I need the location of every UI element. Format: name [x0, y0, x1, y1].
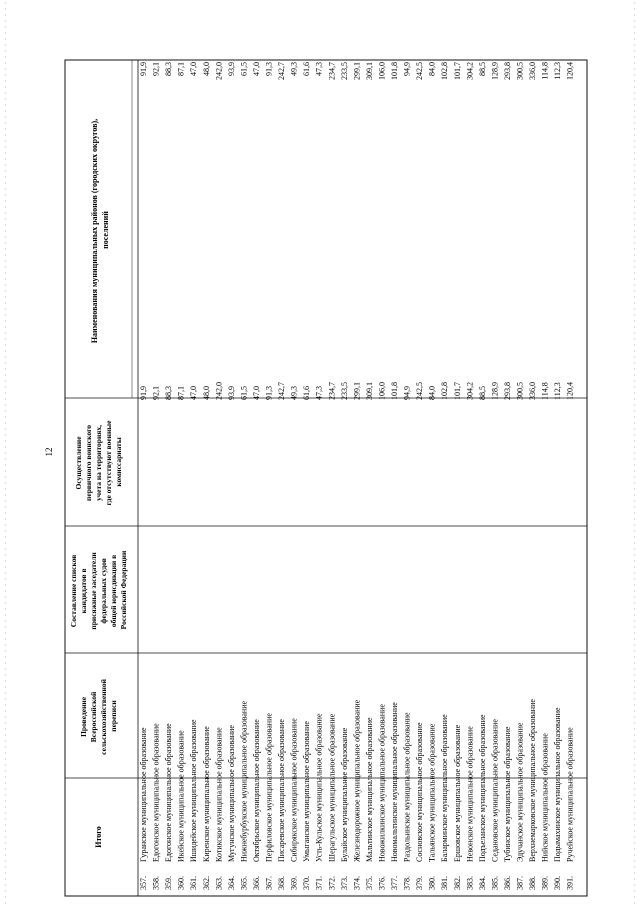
table-row	[177, 62, 186, 890]
table-row	[390, 62, 399, 890]
table-row	[553, 62, 562, 890]
row-value-total: 336,0	[528, 62, 538, 80]
row-name: Сосновское муниципальное образование	[415, 722, 425, 862]
row-name: Едогонское муниципальное образование	[151, 723, 161, 862]
row-value-military: 87,1	[176, 386, 186, 400]
row-value-military: 299,1	[352, 382, 362, 400]
row-name: Подымахинское муниципальное образование	[553, 707, 563, 862]
table-row	[440, 62, 449, 890]
row-value-military: 101,7	[452, 382, 462, 400]
row-name: Тубинское муниципальное образование	[502, 726, 512, 862]
row-name: Железнодорожное муниципальное образование	[352, 699, 362, 862]
row-value-total: 47,3	[314, 62, 324, 76]
page-number: 12	[44, 447, 54, 457]
row-number: 389.	[540, 876, 550, 890]
row-value-total: 299,1	[352, 62, 362, 80]
table-row	[239, 62, 248, 890]
row-value-total: 88,3	[164, 62, 174, 76]
row-value-total: 128,9	[490, 62, 500, 80]
row-value-total: 106,0	[377, 62, 387, 80]
row-value-military: 91,9	[139, 386, 148, 400]
table-row	[214, 62, 223, 890]
table-row	[227, 62, 236, 890]
row-number: 372.	[327, 876, 337, 890]
table-row	[365, 62, 374, 890]
table-row	[277, 62, 286, 890]
row-value-military: 112,3	[553, 382, 563, 400]
row-name: Сибирякское муниципальное образование	[289, 718, 299, 862]
row-value-total: 84,0	[427, 62, 437, 76]
row-value-total: 87,1	[176, 62, 186, 76]
row-name: Умыганское муниципальное образование	[302, 721, 312, 862]
row-name: Киренское муниципальное образование	[201, 726, 211, 862]
row-name: Новожилкинское муниципальное образование	[377, 704, 387, 862]
row-value-total: 300,5	[515, 62, 525, 80]
table-row	[327, 62, 336, 890]
row-value-military: 242,5	[415, 382, 425, 400]
row-number: 371.	[314, 876, 324, 890]
row-name: Котикское муниципальное образование	[214, 727, 224, 862]
row-number: 374.	[352, 876, 362, 890]
row-value-military: 92,1	[151, 386, 161, 400]
row-value-military: 242,7	[277, 382, 287, 400]
row-name: Гуранское муниципальное образование	[139, 727, 148, 862]
header-name: Наименования муниципальных районов (городских округов), поселений	[90, 118, 110, 344]
row-name: Ишидейское муниципальное образование	[189, 719, 199, 862]
row-number: 363.	[214, 876, 224, 890]
row-value-total: 49,3	[289, 62, 299, 76]
table-header	[69, 117, 128, 848]
row-name: Едогонское муниципальное образование	[164, 723, 174, 862]
row-value-military: 101,8	[390, 382, 399, 400]
table-row	[340, 62, 349, 890]
row-number: 376.	[377, 876, 387, 890]
row-number: 385.	[490, 876, 500, 890]
row-value-military: 114,8	[540, 382, 550, 400]
table-row	[315, 62, 324, 890]
row-value-military: 61,6	[302, 386, 312, 400]
row-value-military: 47,3	[314, 386, 324, 400]
row-number: 364.	[226, 876, 236, 890]
row-value-military: 84,0	[427, 386, 437, 400]
row-number: 370.	[302, 876, 312, 890]
row-number: 373.	[339, 876, 349, 890]
row-name: Писаревское муниципальное образование	[277, 719, 287, 862]
row-value-military: 93,9	[226, 386, 236, 400]
row-name: Ершовское муниципальное образование	[452, 724, 462, 862]
row-value-total: 102,8	[440, 62, 450, 80]
header-col4: Итого	[94, 826, 103, 848]
row-value-total: 120,4	[565, 62, 575, 80]
row-number: 378.	[402, 876, 412, 890]
row-number: 368.	[277, 876, 287, 890]
row-value-military: 61,5	[239, 386, 249, 400]
row-number: 387.	[515, 876, 525, 890]
row-number: 375.	[364, 876, 374, 890]
table-row	[428, 62, 437, 890]
table-row	[290, 62, 299, 890]
table-row	[516, 62, 525, 890]
row-number: 357.	[139, 876, 148, 890]
table-row	[202, 62, 211, 890]
row-value-total: 242,7	[277, 62, 287, 80]
row-value-total: 91,3	[264, 62, 274, 76]
row-value-total: 233,5	[339, 62, 349, 80]
row-name: Икейское муниципальное образование	[176, 730, 186, 862]
row-value-total: 101,7	[452, 62, 462, 80]
row-name: Эдучанское муниципальное образование	[515, 722, 525, 862]
table-row	[377, 62, 386, 890]
row-name: Подъеланское муниципальное образование	[477, 714, 487, 862]
row-name: Нижнебурбукское муниципальное образование	[239, 700, 249, 862]
scan-margin-left	[4, 0, 7, 905]
row-value-total: 94,9	[402, 62, 412, 76]
scan-margin-right	[633, 0, 636, 905]
row-name: Шерагульское муниципальное образование	[327, 713, 337, 862]
row-number: 360.	[176, 876, 186, 890]
row-name: Раздольинское муниципальное образование	[402, 712, 412, 862]
row-value-military: 300,5	[515, 382, 525, 400]
table-row	[503, 62, 512, 890]
table-row	[566, 62, 575, 890]
row-value-total: 91,9	[139, 62, 148, 76]
row-value-military: 49,3	[289, 386, 299, 400]
row-name: Невонское муниципальное образование	[465, 726, 475, 862]
header-col3: Проведение Всероссийской сельскохозяйственной переписи	[79, 679, 118, 755]
table-row	[465, 62, 474, 890]
row-value-total: 101,8	[390, 62, 399, 80]
row-number: 359.	[164, 876, 174, 890]
row-value-military: 106,0	[377, 382, 387, 400]
row-name: Мугунское муниципальное образование	[226, 725, 236, 862]
row-value-total: 112,3	[553, 62, 563, 80]
row-name: Перфиловское муниципальное образование	[264, 713, 274, 862]
table-row	[302, 62, 311, 890]
row-value-total: 293,8	[502, 62, 512, 80]
row-name: Седановское муниципальное образование	[490, 719, 500, 862]
table-row	[139, 62, 148, 890]
row-name: Тальянское муниципальное образование	[427, 723, 437, 862]
row-value-military: 233,5	[339, 382, 349, 400]
row-name: Усть-Кульское муниципальное образование	[314, 713, 324, 862]
row-number: 383.	[465, 876, 475, 890]
row-number: 366.	[251, 876, 261, 890]
row-name: Булайское муниципальное образование	[339, 727, 349, 862]
row-value-total: 234,7	[327, 62, 337, 80]
row-name: Баларминское муниципальное образование	[440, 714, 450, 862]
row-value-military: 88,5	[477, 386, 487, 400]
table-row	[164, 62, 173, 890]
row-number: 380.	[427, 876, 437, 890]
row-name: Октябрьское муниципальное образование	[251, 719, 261, 862]
row-value-military: 304,2	[465, 382, 475, 400]
row-name: Мальтинское муниципальное образование	[364, 717, 374, 862]
row-number: 365.	[239, 876, 249, 890]
row-value-total: 242,0	[214, 62, 224, 80]
row-value-military: 242,0	[214, 382, 224, 400]
table-row	[252, 62, 261, 890]
row-value-total: 92,1	[151, 62, 161, 76]
row-value-total: 114,8	[540, 62, 550, 80]
row-number: 379.	[415, 876, 425, 890]
row-value-military: 48,0	[201, 386, 211, 400]
row-value-total: 48,0	[201, 62, 211, 76]
table-row	[541, 62, 550, 890]
table-row	[415, 62, 424, 890]
table-row	[403, 62, 412, 890]
row-value-military: 47,0	[251, 386, 261, 400]
row-name: Верхнемарковское муниципальное образование	[528, 699, 538, 862]
row-value-total: 47,0	[189, 62, 199, 76]
row-number: 361.	[189, 876, 199, 890]
row-value-military: 234,7	[327, 382, 337, 400]
row-value-total: 47,0	[251, 62, 261, 76]
row-value-military: 102,8	[440, 382, 450, 400]
row-number: 358.	[151, 876, 161, 890]
row-number: 391.	[565, 876, 575, 890]
row-value-total: 61,5	[239, 62, 249, 76]
row-value-military: 128,9	[490, 382, 500, 400]
row-value-military: 88,3	[164, 386, 174, 400]
row-value-military: 47,0	[189, 386, 199, 400]
table-row	[478, 62, 487, 890]
row-number: 384.	[477, 876, 487, 890]
table-row	[189, 62, 198, 890]
row-value-total: 88,5	[477, 62, 487, 76]
row-value-total: 242,5	[415, 62, 425, 80]
table-body	[139, 62, 575, 890]
row-value-military: 293,8	[502, 382, 512, 400]
row-number: 381.	[440, 876, 450, 890]
table-row	[152, 62, 161, 890]
row-number: 367.	[264, 876, 274, 890]
row-value-total: 93,9	[226, 62, 236, 76]
row-name: Нийское муниципальное образование	[540, 733, 550, 862]
row-number: 362.	[201, 876, 211, 890]
table-row	[490, 62, 499, 890]
row-value-total: 61,6	[302, 62, 312, 76]
row-name: Ручейское муниципальное образование	[565, 727, 575, 862]
row-number: 388.	[528, 876, 538, 890]
row-number: 390.	[553, 876, 563, 890]
table-row	[528, 62, 537, 890]
row-value-total: 304,2	[465, 62, 475, 80]
row-value-military: 120,4	[565, 382, 575, 400]
row-name: Новомальтинское муниципальное образование	[390, 702, 399, 862]
row-value-military: 91,3	[264, 386, 274, 400]
row-number: 369.	[289, 876, 299, 890]
table-row	[352, 62, 361, 890]
row-value-military: 94,9	[402, 386, 412, 400]
table-row	[265, 62, 274, 890]
row-value-military: 336,0	[528, 382, 538, 400]
header-col1: Осуществление первичного воинского учета на территориях, где отсутствуют военные комиссариаты	[74, 420, 123, 506]
row-value-military: 309,1	[364, 382, 374, 400]
row-number: 382.	[452, 876, 462, 890]
table-row	[453, 62, 462, 890]
row-number: 386.	[502, 876, 512, 890]
row-number: 377.	[390, 876, 399, 890]
header-col2: Составление списков кандидатов в присяжные заседатели федеральных судов общей юрисдикции в Российской Федерации	[69, 550, 128, 630]
row-value-total: 309,1	[364, 62, 374, 80]
